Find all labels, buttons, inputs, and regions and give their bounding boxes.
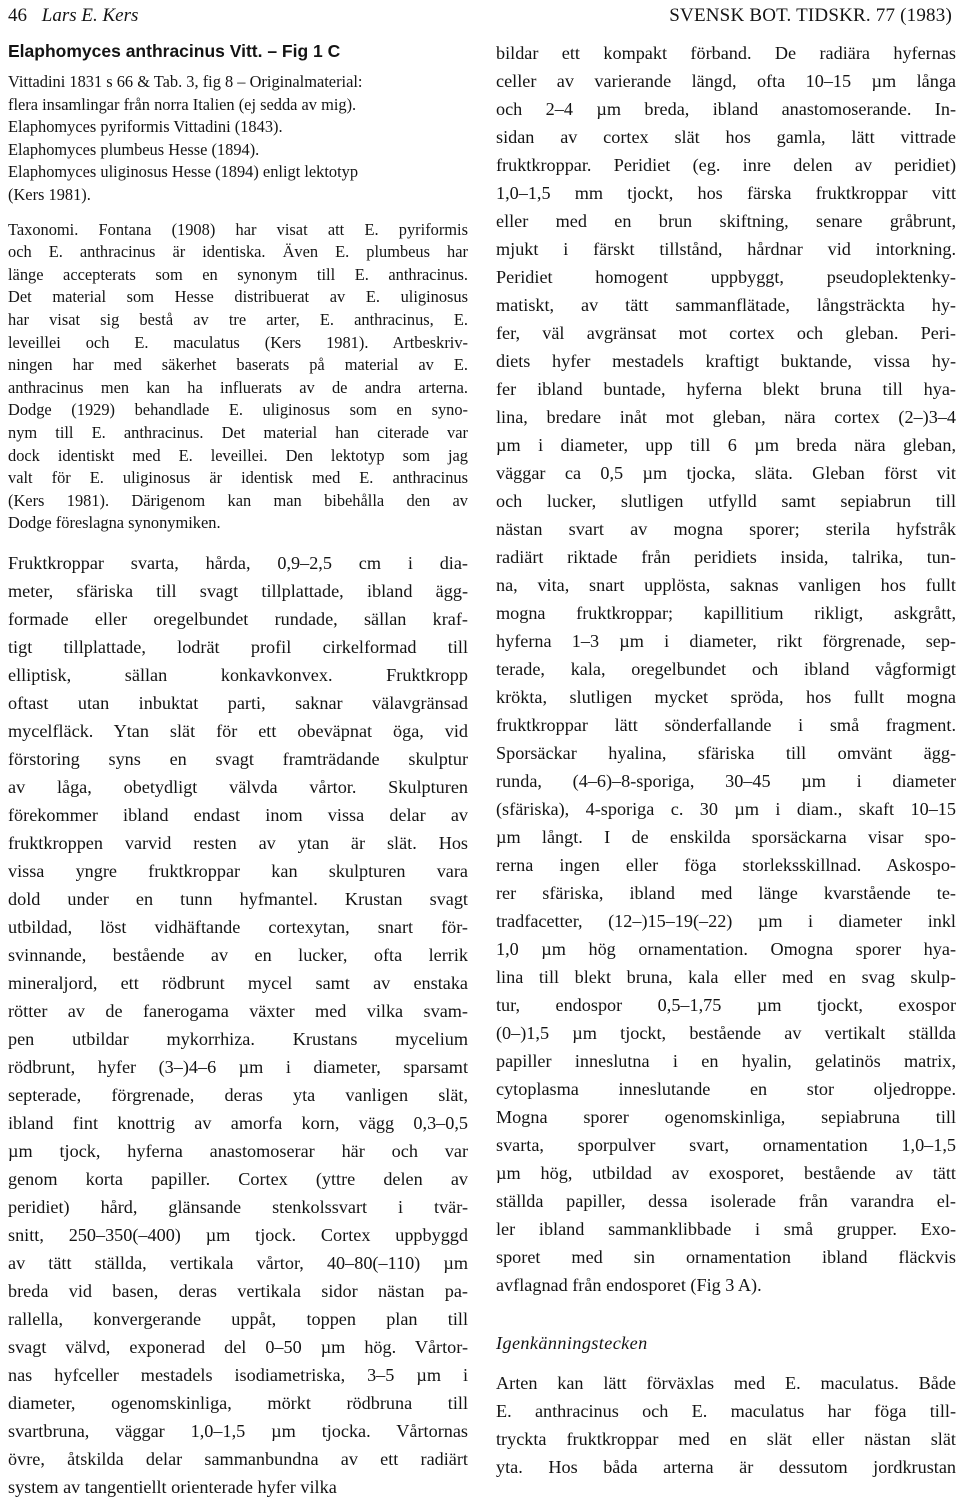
text-line: diameter, ogenomskinliga, mörkt rödbruna till: [8, 1392, 468, 1413]
text-line: na, vita, snart upplösta, saknas vanligen hos fullt: [496, 575, 956, 595]
text-line: Elaphomyces uliginosus Hesse (1894) enligt lektotyp: [8, 162, 359, 182]
text-line: nas hyfceller mestadels isodiametriska, 3–5 µm i: [8, 1364, 468, 1385]
text-line: dold under en tunn hyfmantel. Krustan svagt: [8, 888, 468, 909]
text-line: pen utbildar mykorrhiza. Krustans mycelium: [8, 1028, 468, 1049]
text-line: Vittadini 1831 s 66 & Tab. 3, fig 8 – Originalmaterial:: [8, 72, 363, 91]
text-line: ningen har med säkerhet baserats på material av E.: [8, 355, 468, 375]
text-line: anthracinus men kan ha influerats av de andra arterna.: [8, 377, 468, 397]
text-line: vissa yngre fruktkroppar kan skulpturen vara: [8, 860, 468, 881]
text-line: matiskt, av tätt sammanflätade, långsträckta hy-: [496, 295, 956, 315]
text-line: Elaphomyces pyriformis Vittadini (1843).: [8, 117, 283, 137]
subheading-recognition: Igenkänningstecken: [496, 1333, 648, 1353]
left-column: [8, 39, 468, 1501]
text-line: mineraljord, ett rödbrunt mycel samt av enstaka: [8, 972, 468, 993]
text-line: (Kers 1981).: [8, 184, 91, 204]
text-line: dock identiskt med E. leveillei. Den lektotyp som jag: [8, 445, 468, 465]
text-line: har visat sig bestå av tre arter, E. anthracinus, E.: [8, 309, 468, 329]
text-line: rerna ingen eller föga storleksskillnad. Askospo-: [496, 855, 956, 875]
description-paragraph-left: [8, 549, 468, 1501]
text-line: mogna fruktkroppar; kapillitium rikligt, askgrått,: [496, 603, 956, 623]
description-paragraph-right: [496, 39, 956, 1299]
text-line: Taxonomi. Fontana (1908) har visat att E. pyriformis: [8, 219, 468, 239]
text-line: Sporsäckar hyalina, sfäriska till omvänt ägg-: [496, 743, 956, 763]
text-line: svagt välvd, exponerad del 0–50 µm hög. Vårtor-: [8, 1336, 468, 1357]
text-line: svarta, sporpulver svart, ornamentation 1,0–1,5: [496, 1135, 956, 1155]
text-line: radiärt riktade från peridiets insida, talrika, tun-: [496, 547, 956, 567]
text-line: rallella, konvergerande uppåt, toppen plan till: [8, 1308, 468, 1329]
text-line: celler av varierande längd, ofta 10–15 µm långa: [496, 71, 956, 91]
text-line: 1,0–1,5 mm tjockt, hos färska fruktkroppar vitt: [496, 183, 956, 203]
text-line: tradfacetter, (12–)15–19(–22) µm i diameter inkl: [496, 911, 956, 931]
running-head-left: [8, 4, 138, 28]
text-line: Dodge föreslagna synonymiken.: [8, 513, 221, 533]
text-line: hyferna 1–3 µm i diameter, rikt förgrenade, sep-: [496, 631, 956, 651]
text-line: ställda papiller, dessa isolerade från varandra el-: [496, 1191, 956, 1211]
text-line: (sfäriska), 4-sporiga c. 30 µm i diam., skaft 10–15: [496, 799, 956, 819]
text-line: svinnande, bestående av en lucker, ofta lerrik: [8, 944, 468, 965]
text-line: och lucker, slutligen utfylld samt sepiabrun till: [496, 491, 956, 511]
text-line: Peridiet homogent uppbyggt, pseudoplektenky-: [496, 267, 956, 287]
right-column: [496, 39, 956, 1481]
text-line: utbildad, löst vidhäftande cortexytan, snart för-: [8, 916, 468, 937]
text-line: diets hyfer mestadels kraftigt buktande, vissa hy-: [496, 351, 956, 371]
text-line: sidan av cortex slät hos gamla, lätt vittrade: [496, 127, 956, 147]
text-line: 1,0 µm hög ornamentation. Omogna sporer hya-: [496, 939, 956, 959]
text-line: tur, endospor 0,5–1,75 µm tjockt, exospor: [496, 995, 956, 1015]
text-line: tryckta fruktkroppar med en slät eller nästan slät: [496, 1429, 956, 1449]
text-line: µm tjock, hyferna anastomoserar här och var: [8, 1140, 468, 1161]
text-line: runda, (4–6)–8-sporiga, 30–45 µm i diameter: [496, 771, 956, 791]
text-line: Arten kan lätt förväxlas med E. maculatus. Både: [496, 1373, 956, 1393]
text-line: meter, sfäriska till svagt tillplattade, ibland ägg-: [8, 580, 468, 601]
text-line: yta. Hos båda arterna är dessutom jordkrustan: [496, 1457, 956, 1477]
text-line: (0–)1,5 µm tjockt, bestående av vertikalt ställda: [496, 1023, 956, 1043]
text-line: Elaphomyces plumbeus Hesse (1894).: [8, 139, 260, 159]
text-line: flera insamlingar från norra Italien (ej sedda av mig).: [8, 94, 357, 114]
text-line: Mogna sporer ogenomskinliga, sepiabruna till: [496, 1107, 956, 1127]
text-line: breda vid basen, deras vertikala sidor nästan pa-: [8, 1280, 468, 1301]
text-line: septerade, förgrenade, deras yta vanligen slät,: [8, 1084, 468, 1105]
text-line: snitt, 250–350(–400) µm tjock. Cortex uppbyggd: [8, 1224, 468, 1245]
text-line: Dodge (1929) behandlade E. uliginosus som en syno-: [8, 400, 468, 420]
text-line: lina till blekt bruna, kala eller med en svag skulp-: [496, 967, 956, 987]
text-line: Fruktkroppar svarta, hårda, 0,9–2,5 cm i dia-: [8, 552, 468, 573]
page-number: 46: [8, 5, 27, 26]
text-line: formade eller oregelbundet rundade, sällan kraf-: [8, 608, 468, 629]
text-line: ibland fint knottrig av amorfa korn, vägg 0,3–0,5: [8, 1112, 468, 1133]
text-line: och E. anthracinus är identiska. Även E. plumbeus har: [8, 242, 468, 262]
text-line: µm hög, utbildad av exosporet, bestående av tätt: [496, 1163, 956, 1183]
text-line: oftast utan inbuktat parti, saknar välavgränsad: [8, 692, 468, 713]
text-line: mjukt i färskt tillstånd, hårdnar vid intorkning.: [496, 239, 956, 259]
species-title: Elaphomyces anthracinus Vitt. – Fig 1 C: [8, 41, 341, 61]
text-line: fruktkroppen varvid resten av ytan är slät. Hos: [8, 832, 468, 853]
text-line: rer sfäriska, ibland med länge kvarstående te-: [496, 883, 956, 903]
text-line: mycelfläck. Ytan slät för ett obeväpnat öga, vid: [8, 720, 468, 741]
text-line: leveillei och E. maculatus (Kers 1981). Artbeskriv-: [8, 332, 468, 352]
text-line: tigt tillplattade, lodrät profil cirkelformad till: [8, 636, 468, 657]
text-line: nästan svart av mogna sporer; sterila hyfstråk: [496, 519, 956, 539]
text-line: av tätt ställda, vertikala vårtor, 40–80(–110) µm: [8, 1252, 468, 1273]
text-line: valt för E. uliginosus är identisk med E. anthracinus: [8, 468, 468, 488]
text-line: fer ibland buntade, hyferna blekt bruna till hya-: [496, 379, 956, 399]
text-line: terade, kala, oregelbundet och ibland vågformigt: [496, 659, 956, 679]
text-line: papiller inneslutna i en hyalin, gelatinös matrix,: [496, 1051, 956, 1071]
text-line: elliptisk, sällan konkavkonvex. Fruktkropp: [8, 664, 468, 685]
journal-name: SVENSK BOT. TIDSKR. 77 (1983): [669, 5, 952, 26]
text-line: rödbrunt, hyfer (3–)4–6 µm i diameter, sparsamt: [8, 1056, 468, 1077]
text-line: avflagnad från endosporet (Fig 3 A).: [496, 1275, 762, 1295]
text-line: µm långt. I de enskilda sporsäckarna visar spo-: [496, 827, 956, 847]
text-line: cytoplasma inneslutande en stor oljedroppe.: [496, 1079, 956, 1099]
text-line: och 2–4 µm breda, ibland anastomoserande. In-: [496, 99, 956, 119]
text-line: förekommer ibland endast inom vissa delar av: [8, 804, 468, 825]
text-line: peridiet) hård, glänsande stenkolssvart i tvär-: [8, 1196, 468, 1217]
author-name: Lars E. Kers: [41, 5, 139, 26]
text-line: Det material som Hesse distribuerat av E. uliginosus: [8, 287, 468, 307]
recognition-paragraph: [496, 1369, 956, 1481]
text-line: av låga, obetydligt välvda vårtor. Skulpturen: [8, 776, 468, 797]
text-line: ler ibland sammanklibbade i små grupper. Exo-: [496, 1219, 956, 1239]
text-line: E. anthracinus och E. maculatus har föga till-: [496, 1401, 956, 1421]
text-line: svartbruna, väggar 1,0–1,5 µm tjocka. Vårtornas: [8, 1420, 468, 1441]
text-line: system av tangentiellt orienterade hyfer vilka: [8, 1476, 337, 1497]
text-line: µm i diameter, upp till 6 µm breda nära gleban,: [496, 435, 956, 455]
text-line: fruktkroppar lätt sönderfallande i små fragment.: [496, 715, 956, 735]
text-line: länge accepterats som en synonym till E. anthracinus.: [8, 264, 468, 284]
text-line: väggar ca 0,5 µm tjocka, släta. Gleban först vit: [496, 463, 956, 483]
text-line: rötter av de fanerogama växter med vilka svam-: [8, 1000, 468, 1021]
text-line: fruktkroppar. Peridiet (eg. inre delen av peridiet): [496, 155, 956, 175]
text-line: bildar ett kompakt förband. De radiära hyfernas: [496, 43, 956, 63]
text-line: fer, väl avgränsat mot cortex och gleban. Peri-: [496, 323, 956, 343]
text-line: (Kers 1981). Därigenom kan man bibehålla den av: [8, 490, 468, 510]
text-line: eller med en brun skiftning, senare gråbrunt,: [496, 211, 956, 231]
text-line: övre, åtskilda delar sammanbundna av ett radiärt: [8, 1448, 468, 1469]
text-line: genom korta papiller. Cortex (yttre delen av: [8, 1168, 468, 1189]
running-head: [8, 4, 952, 28]
text-line: förstoring syns en svagt framträdande skulptur: [8, 748, 468, 769]
text-line: sporet med sin ornamentation ibland fläckvis: [496, 1247, 956, 1267]
synonymy-block: [8, 71, 468, 207]
text-line: krökta, slutligen mycket spröda, hos fullt mogna: [496, 687, 956, 707]
text-line: lina, bredare inåt mot gleban, nära cortex (2–)3–4: [496, 407, 956, 427]
text-line: nym till E. anthracinus. Det material han citerade var: [8, 422, 468, 442]
taxonomy-paragraph: [8, 219, 468, 535]
